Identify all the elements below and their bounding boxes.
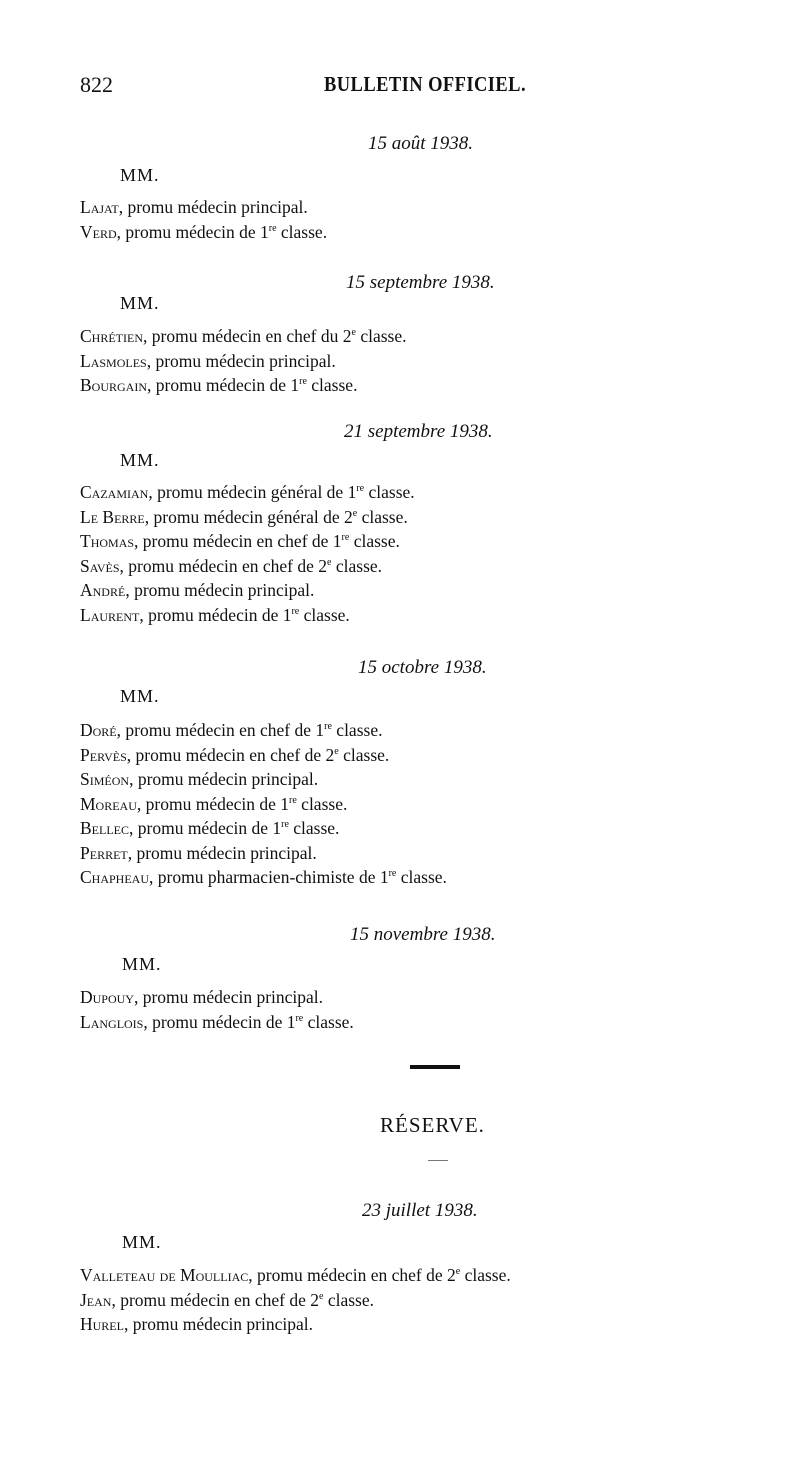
title-underline bbox=[428, 1160, 448, 1161]
mm-label: MM. bbox=[120, 293, 160, 313]
list-item: Cazamian, promu médecin général de 1re classe. bbox=[80, 482, 415, 502]
list-item: Hurel, promu médecin principal. bbox=[80, 1314, 314, 1334]
mm-label: MM. bbox=[122, 954, 162, 974]
list-item: Chrétien, promu médecin en chef du 2e classe. bbox=[80, 326, 407, 346]
entry-list bbox=[80, 1263, 511, 1337]
section-date: 21 septembre 1938. bbox=[344, 421, 493, 442]
list-item: Siméon, promu médecin principal. bbox=[80, 769, 319, 789]
section-date: 15 septembre 1938. bbox=[346, 272, 495, 293]
section-title: RÉSERVE. bbox=[380, 1113, 485, 1137]
list-item: Laurent, promu médecin de 1re classe. bbox=[80, 604, 350, 625]
list-item: Valleteau de Moulliac, promu médecin en chef de 2e classe. bbox=[80, 1265, 511, 1285]
list-item: Chapheau, promu pharmacien-chimiste de 1re classe. bbox=[80, 867, 447, 887]
list-item: Lajat, promu médecin principal. bbox=[80, 197, 308, 217]
mm-label: MM. bbox=[122, 1232, 162, 1252]
entry-list bbox=[80, 718, 447, 890]
entry-list bbox=[80, 324, 406, 398]
list-item: Pervès, promu médecin en chef de 2e classe. bbox=[80, 744, 390, 765]
list-item: Bourgain, promu médecin de 1re classe. bbox=[80, 375, 358, 395]
section-date: 23 juillet 1938. bbox=[362, 1200, 478, 1221]
list-item: Jean, promu médecin en chef de 2e classe. bbox=[80, 1289, 374, 1310]
list-item: Savès, promu médecin en chef de 2e classe. bbox=[80, 555, 383, 576]
list-item: Le Berre, promu médecin général de 2e classe. bbox=[80, 506, 408, 527]
section-date: 15 août 1938. bbox=[368, 133, 474, 154]
list-item: Doré, promu médecin en chef de 1re classe. bbox=[80, 720, 383, 740]
list-item: Verd, promu médecin de 1re classe. bbox=[80, 221, 328, 242]
entry-list bbox=[80, 985, 354, 1034]
mm-label: MM. bbox=[120, 450, 160, 470]
list-item: Dupouy, promu médecin principal. bbox=[80, 987, 324, 1007]
list-item: Lasmoles, promu médecin principal. bbox=[80, 350, 336, 371]
list-item: Thomas, promu médecin en chef de 1re classe. bbox=[80, 531, 400, 551]
page-number: 822 bbox=[80, 72, 113, 97]
list-item: André, promu médecin principal. bbox=[80, 580, 315, 600]
entry-list bbox=[80, 480, 415, 627]
section-date: 15 octobre 1938. bbox=[358, 657, 487, 678]
entry-list bbox=[80, 195, 327, 244]
list-item: Langlois, promu médecin de 1re classe. bbox=[80, 1011, 354, 1032]
running-head: BULLETIN OFFICIEL. bbox=[324, 72, 527, 96]
list-item: Perret, promu médecin principal. bbox=[80, 842, 317, 863]
mm-label: MM. bbox=[120, 165, 160, 185]
section-divider bbox=[410, 1065, 460, 1069]
list-item: Bellec, promu médecin de 1re classe. bbox=[80, 818, 340, 838]
list-item: Moreau, promu médecin de 1re classe. bbox=[80, 793, 348, 814]
section-date: 15 novembre 1938. bbox=[350, 924, 496, 945]
mm-label: MM. bbox=[120, 686, 160, 706]
